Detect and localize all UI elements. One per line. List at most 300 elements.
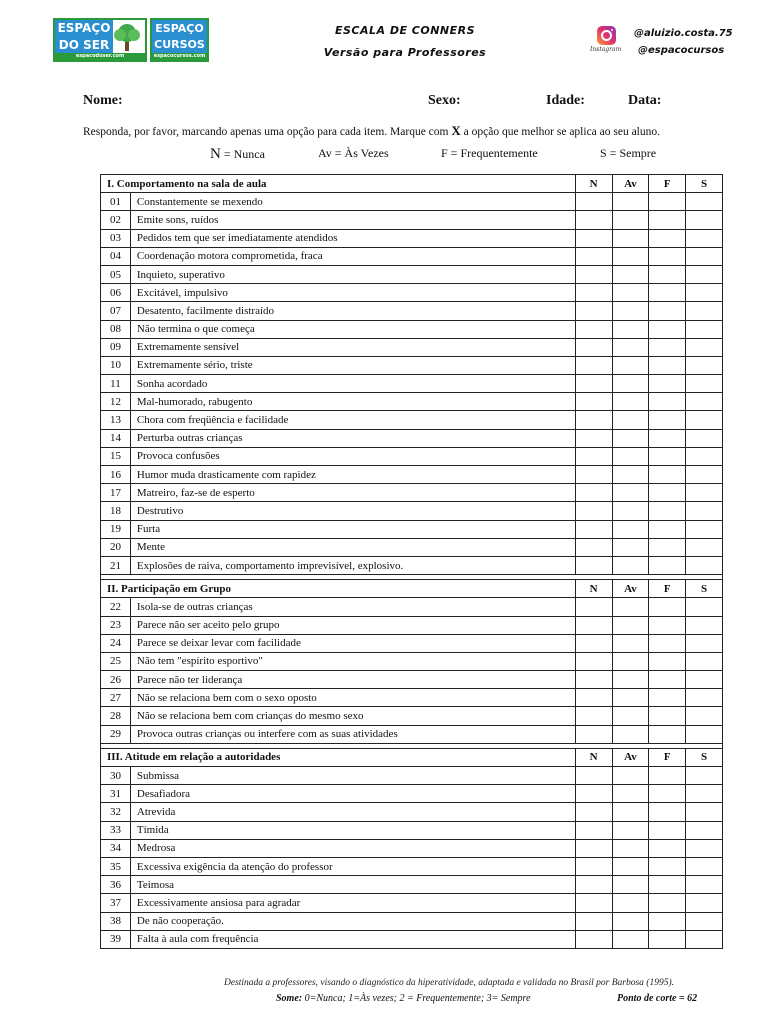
answer-cell-s[interactable] (686, 785, 723, 803)
answer-cell-n[interactable] (575, 211, 612, 229)
logo2-line1: ESPAÇO (152, 20, 207, 37)
column-header-n: N (575, 580, 612, 598)
answer-cell-f[interactable] (649, 393, 686, 411)
item-text: De não cooperação. (130, 912, 575, 930)
item-number: 01 (101, 193, 131, 211)
table-row (101, 821, 723, 839)
answer-cell-s[interactable] (686, 876, 723, 894)
answer-cell-s[interactable] (686, 302, 723, 320)
item-number: 32 (101, 803, 131, 821)
answer-cell-n[interactable] (575, 538, 612, 556)
answer-cell-n[interactable] (575, 375, 612, 393)
conners-scale-table (100, 174, 723, 949)
column-header-n: N (575, 175, 612, 193)
answer-cell-n[interactable] (575, 429, 612, 447)
answer-cell-av[interactable] (612, 302, 649, 320)
answer-cell-s[interactable] (686, 265, 723, 283)
answer-cell-n[interactable] (575, 839, 612, 857)
answer-cell-f[interactable] (649, 930, 686, 948)
answer-cell-av[interactable] (612, 767, 649, 785)
answer-cell-f[interactable] (649, 538, 686, 556)
answer-cell-f[interactable] (649, 689, 686, 707)
table-row (101, 466, 723, 484)
answer-cell-f[interactable] (649, 247, 686, 265)
answer-cell-f[interactable] (649, 767, 686, 785)
answer-cell-f[interactable] (649, 265, 686, 283)
answer-cell-s[interactable] (686, 320, 723, 338)
item-text: Parece não ser aceito pelo grupo (130, 616, 575, 634)
table-row (101, 520, 723, 538)
answer-cell-f[interactable] (649, 803, 686, 821)
answer-cell-av[interactable] (612, 502, 649, 520)
answer-cell-n[interactable] (575, 894, 612, 912)
answer-cell-av[interactable] (612, 671, 649, 689)
answer-cell-f[interactable] (649, 725, 686, 743)
answer-cell-n[interactable] (575, 320, 612, 338)
column-header-av: Av (612, 580, 649, 598)
table-row (101, 211, 723, 229)
answer-cell-av[interactable] (612, 429, 649, 447)
item-number: 27 (101, 689, 131, 707)
item-number: 12 (101, 393, 131, 411)
answer-cell-n[interactable] (575, 689, 612, 707)
answer-cell-f[interactable] (649, 411, 686, 429)
item-text: Coordenação motora comprometida, fraca (130, 247, 575, 265)
table-row (101, 930, 723, 948)
logo2-url: espacocursos.com (153, 53, 206, 59)
answer-cell-f[interactable] (649, 375, 686, 393)
answer-cell-av[interactable] (612, 193, 649, 211)
answer-cell-av[interactable] (612, 634, 649, 652)
item-number: 22 (101, 598, 131, 616)
answer-cell-n[interactable] (575, 466, 612, 484)
legend-sempre: S = Sempre (600, 146, 657, 160)
answer-cell-s[interactable] (686, 912, 723, 930)
item-number: 25 (101, 652, 131, 670)
column-header-s: S (686, 175, 723, 193)
espaco-cursos-logo (150, 18, 209, 62)
answer-cell-f[interactable] (649, 857, 686, 875)
logo2-line2: CURSOS (152, 37, 207, 53)
answer-cell-av[interactable] (612, 803, 649, 821)
answer-cell-s[interactable] (686, 447, 723, 465)
table-row (101, 265, 723, 283)
item-number: 11 (101, 375, 131, 393)
item-text: Matreiro, faz-se de esperto (130, 484, 575, 502)
answer-cell-s[interactable] (686, 821, 723, 839)
date-field-label: Data: (628, 93, 662, 108)
answer-cell-av[interactable] (612, 598, 649, 616)
answer-cell-n[interactable] (575, 930, 612, 948)
answer-cell-n[interactable] (575, 229, 612, 247)
item-text: Submissa (130, 767, 575, 785)
answer-cell-s[interactable] (686, 857, 723, 875)
answer-cell-av[interactable] (612, 447, 649, 465)
footer-sum-label: Some: (276, 993, 303, 1004)
table-row (101, 689, 723, 707)
instructions-before: Responda, por favor, marcando apenas uma opção para cada item. Marque com (83, 126, 452, 138)
answer-cell-s[interactable] (686, 193, 723, 211)
item-number: 04 (101, 247, 131, 265)
answer-cell-f[interactable] (649, 876, 686, 894)
answer-cell-s[interactable] (686, 652, 723, 670)
column-header-s: S (686, 748, 723, 766)
answer-cell-s[interactable] (686, 247, 723, 265)
footer-cutoff: Ponto de corte = 62 (617, 993, 698, 1004)
answer-cell-n[interactable] (575, 447, 612, 465)
instructions-mark: X (451, 123, 461, 138)
table-row (101, 193, 723, 211)
instagram-handle-1: @aluizio.costa.75 (634, 28, 733, 39)
answer-cell-n[interactable] (575, 616, 612, 634)
item-number: 36 (101, 876, 131, 894)
legend-frequentemente: F = Frequentemente (441, 146, 538, 160)
logo1-line2: DO SER (55, 37, 113, 53)
item-text: Chora com freqüência e facilidade (130, 411, 575, 429)
table-row (101, 616, 723, 634)
item-text: Provoca confusões (130, 447, 575, 465)
answer-cell-av[interactable] (612, 466, 649, 484)
item-number: 30 (101, 767, 131, 785)
table-row (101, 876, 723, 894)
answer-cell-av[interactable] (612, 857, 649, 875)
answer-cell-av[interactable] (612, 821, 649, 839)
answer-cell-av[interactable] (612, 484, 649, 502)
table-row (101, 652, 723, 670)
table-row (101, 375, 723, 393)
answer-cell-s[interactable] (686, 598, 723, 616)
answer-cell-f[interactable] (649, 429, 686, 447)
answer-cell-av[interactable] (612, 616, 649, 634)
answer-cell-av[interactable] (612, 652, 649, 670)
table-row (101, 598, 723, 616)
sex-field-label: Sexo: (428, 93, 461, 108)
table-row (101, 284, 723, 302)
table-row (101, 912, 723, 930)
logo1-line1: ESPAÇO (55, 20, 113, 37)
answer-cell-f[interactable] (649, 447, 686, 465)
answer-cell-s[interactable] (686, 520, 723, 538)
answer-cell-s[interactable] (686, 211, 723, 229)
answer-cell-s[interactable] (686, 894, 723, 912)
table-row (101, 538, 723, 556)
item-text: Teimosa (130, 876, 575, 894)
table-row (101, 725, 723, 743)
answer-cell-av[interactable] (612, 894, 649, 912)
answer-cell-av[interactable] (612, 876, 649, 894)
item-number: 21 (101, 556, 131, 574)
answer-cell-f[interactable] (649, 839, 686, 857)
item-number: 03 (101, 229, 131, 247)
answer-cell-s[interactable] (686, 338, 723, 356)
answer-cell-f[interactable] (649, 466, 686, 484)
table-row (101, 707, 723, 725)
answer-cell-s[interactable] (686, 671, 723, 689)
column-header-av: Av (612, 748, 649, 766)
item-text: Sonha acordado (130, 375, 575, 393)
answer-cell-f[interactable] (649, 193, 686, 211)
answer-cell-n[interactable] (575, 484, 612, 502)
answer-cell-n[interactable] (575, 502, 612, 520)
answer-cell-f[interactable] (649, 356, 686, 374)
answer-cell-s[interactable] (686, 502, 723, 520)
table-row (101, 320, 723, 338)
logo1-url: espacodoser.com (55, 53, 145, 60)
answer-cell-n[interactable] (575, 671, 612, 689)
answer-cell-s[interactable] (686, 375, 723, 393)
answer-cell-f[interactable] (649, 785, 686, 803)
answer-cell-f[interactable] (649, 652, 686, 670)
document-title: ESCALA DE CONNERS (334, 24, 476, 37)
item-number: 20 (101, 538, 131, 556)
answer-cell-n[interactable] (575, 634, 612, 652)
answer-cell-n[interactable] (575, 411, 612, 429)
table-row (101, 894, 723, 912)
answer-cell-s[interactable] (686, 767, 723, 785)
legend-nunca (210, 146, 265, 163)
section-header-row (101, 580, 723, 598)
item-number: 09 (101, 338, 131, 356)
answer-cell-n[interactable] (575, 247, 612, 265)
item-number: 39 (101, 930, 131, 948)
legend-n-rest: = Nunca (220, 147, 265, 161)
answer-cell-s[interactable] (686, 393, 723, 411)
age-field-label: Idade: (546, 93, 585, 108)
item-text: Pedidos tem que ser imediatamente atendidos (130, 229, 575, 247)
answer-cell-f[interactable] (649, 484, 686, 502)
item-text: Mente (130, 538, 575, 556)
name-field-label: Nome: (83, 93, 123, 108)
answer-cell-n[interactable] (575, 338, 612, 356)
item-text: Explosões de raiva, comportamento imprevisível, explosivo. (130, 556, 575, 574)
item-number: 10 (101, 356, 131, 374)
table-row (101, 839, 723, 857)
answer-cell-av[interactable] (612, 375, 649, 393)
answer-cell-f[interactable] (649, 302, 686, 320)
item-number: 29 (101, 725, 131, 743)
table-row (101, 429, 723, 447)
answer-cell-av[interactable] (612, 520, 649, 538)
item-text: Desafiadora (130, 785, 575, 803)
item-number: 14 (101, 429, 131, 447)
answer-cell-av[interactable] (612, 725, 649, 743)
item-text: Não se relaciona bem com crianças do mesmo sexo (130, 707, 575, 725)
answer-cell-av[interactable] (612, 393, 649, 411)
answer-cell-n[interactable] (575, 393, 612, 411)
answer-cell-s[interactable] (686, 429, 723, 447)
answer-cell-n[interactable] (575, 265, 612, 283)
table-row (101, 556, 723, 574)
instructions-after: a opção que melhor se aplica ao seu aluno. (460, 126, 661, 138)
item-text: Emite sons, ruídos (130, 211, 575, 229)
item-number: 02 (101, 211, 131, 229)
instructions (83, 123, 660, 139)
answer-cell-s[interactable] (686, 707, 723, 725)
answer-cell-n[interactable] (575, 284, 612, 302)
answer-cell-f[interactable] (649, 502, 686, 520)
answer-cell-s[interactable] (686, 616, 723, 634)
answer-cell-f[interactable] (649, 520, 686, 538)
answer-cell-n[interactable] (575, 876, 612, 894)
answer-cell-f[interactable] (649, 284, 686, 302)
answer-cell-n[interactable] (575, 556, 612, 574)
column-header-s: S (686, 580, 723, 598)
item-text: Falta à aula com frequência (130, 930, 575, 948)
item-number: 19 (101, 520, 131, 538)
table-row (101, 803, 723, 821)
section-title: I. Comportamento na sala de aula (101, 175, 576, 193)
item-text: Extremamente sensível (130, 338, 575, 356)
table-row (101, 247, 723, 265)
item-number: 28 (101, 707, 131, 725)
answer-cell-n[interactable] (575, 785, 612, 803)
section-title: II. Participação em Grupo (101, 580, 576, 598)
answer-cell-n[interactable] (575, 356, 612, 374)
item-number: 06 (101, 284, 131, 302)
answer-cell-av[interactable] (612, 839, 649, 857)
column-header-av: Av (612, 175, 649, 193)
item-text: Medrosa (130, 839, 575, 857)
answer-cell-s[interactable] (686, 229, 723, 247)
answer-cell-av[interactable] (612, 356, 649, 374)
answer-cell-av[interactable] (612, 785, 649, 803)
item-number: 17 (101, 484, 131, 502)
item-number: 33 (101, 821, 131, 839)
answer-cell-s[interactable] (686, 839, 723, 857)
column-header-f: F (649, 580, 686, 598)
answer-cell-n[interactable] (575, 707, 612, 725)
answer-cell-av[interactable] (612, 338, 649, 356)
answer-cell-av[interactable] (612, 284, 649, 302)
instagram-caption: Instagram (590, 46, 622, 53)
section-title: III. Atitude em relação a autoridades (101, 748, 576, 766)
answer-cell-av[interactable] (612, 211, 649, 229)
column-header-f: F (649, 748, 686, 766)
item-text: Não se relaciona bem com o sexo oposto (130, 689, 575, 707)
answer-cell-f[interactable] (649, 229, 686, 247)
answer-cell-f[interactable] (649, 320, 686, 338)
answer-cell-s[interactable] (686, 556, 723, 574)
answer-cell-f[interactable] (649, 616, 686, 634)
answer-cell-n[interactable] (575, 598, 612, 616)
item-text: Furta (130, 520, 575, 538)
footer-sum-text: 0=Nunca; 1=Às vezes; 2 = Frequentemente; 3= Sempre (302, 993, 531, 1004)
answer-cell-f[interactable] (649, 707, 686, 725)
answer-cell-av[interactable] (612, 247, 649, 265)
footer-scoring (276, 993, 531, 1004)
answer-cell-f[interactable] (649, 671, 686, 689)
item-number: 38 (101, 912, 131, 930)
item-text: Não tem "espírito esportivo" (130, 652, 575, 670)
answer-cell-f[interactable] (649, 821, 686, 839)
answer-cell-av[interactable] (612, 556, 649, 574)
answer-cell-f[interactable] (649, 912, 686, 930)
answer-cell-s[interactable] (686, 634, 723, 652)
answer-cell-s[interactable] (686, 930, 723, 948)
answer-cell-n[interactable] (575, 821, 612, 839)
answer-cell-av[interactable] (612, 320, 649, 338)
answer-cell-n[interactable] (575, 767, 612, 785)
answer-cell-av[interactable] (612, 538, 649, 556)
instagram-handle-2: @espacocursos (638, 45, 725, 56)
answer-cell-n[interactable] (575, 652, 612, 670)
answer-cell-f[interactable] (649, 338, 686, 356)
table-row (101, 767, 723, 785)
answer-cell-s[interactable] (686, 484, 723, 502)
item-text: Inquieto, superativo (130, 265, 575, 283)
answer-cell-av[interactable] (612, 930, 649, 948)
answer-cell-f[interactable] (649, 598, 686, 616)
answer-cell-f[interactable] (649, 211, 686, 229)
item-text: Excessiva exigência da atenção do professor (130, 857, 575, 875)
item-number: 37 (101, 894, 131, 912)
item-text: Tímida (130, 821, 575, 839)
legend-as-vezes: Av = Às Vezes (318, 146, 389, 160)
answer-cell-av[interactable] (612, 411, 649, 429)
legend-n-letter: N (210, 146, 221, 162)
answer-cell-n[interactable] (575, 193, 612, 211)
item-text: Excessivamente ansiosa para agradar (130, 894, 575, 912)
item-number: 26 (101, 671, 131, 689)
answer-cell-s[interactable] (686, 689, 723, 707)
answer-cell-s[interactable] (686, 284, 723, 302)
answer-cell-n[interactable] (575, 912, 612, 930)
item-text: Parece não ter liderança (130, 671, 575, 689)
answer-cell-s[interactable] (686, 803, 723, 821)
item-number: 13 (101, 411, 131, 429)
item-number: 16 (101, 466, 131, 484)
answer-cell-s[interactable] (686, 538, 723, 556)
answer-cell-av[interactable] (612, 229, 649, 247)
answer-cell-n[interactable] (575, 520, 612, 538)
tree-icon (111, 22, 143, 52)
answer-cell-av[interactable] (612, 707, 649, 725)
answer-cell-av[interactable] (612, 912, 649, 930)
answer-cell-s[interactable] (686, 725, 723, 743)
item-text: Isola-se de outras crianças (130, 598, 575, 616)
answer-cell-s[interactable] (686, 356, 723, 374)
answer-cell-n[interactable] (575, 803, 612, 821)
answer-cell-s[interactable] (686, 466, 723, 484)
item-text: Destrutivo (130, 502, 575, 520)
answer-cell-f[interactable] (649, 894, 686, 912)
section-header-row (101, 175, 723, 193)
espaco-do-ser-logo (53, 18, 147, 62)
item-text: Não termina o que começa (130, 320, 575, 338)
answer-cell-n[interactable] (575, 725, 612, 743)
table-row (101, 785, 723, 803)
answer-cell-f[interactable] (649, 556, 686, 574)
answer-cell-f[interactable] (649, 634, 686, 652)
table-row (101, 411, 723, 429)
table-row (101, 484, 723, 502)
answer-cell-av[interactable] (612, 265, 649, 283)
item-text: Excitável, impulsivo (130, 284, 575, 302)
item-text: Perturba outras crianças (130, 429, 575, 447)
item-text: Provoca outras crianças ou interfere com as suas atividades (130, 725, 575, 743)
answer-cell-s[interactable] (686, 411, 723, 429)
section-header-row (101, 748, 723, 766)
item-number: 35 (101, 857, 131, 875)
answer-cell-av[interactable] (612, 689, 649, 707)
item-text: Constantemente se mexendo (130, 193, 575, 211)
table-row (101, 634, 723, 652)
table-row (101, 447, 723, 465)
answer-cell-n[interactable] (575, 302, 612, 320)
answer-cell-n[interactable] (575, 857, 612, 875)
instagram-icon (597, 26, 616, 45)
column-header-n: N (575, 748, 612, 766)
